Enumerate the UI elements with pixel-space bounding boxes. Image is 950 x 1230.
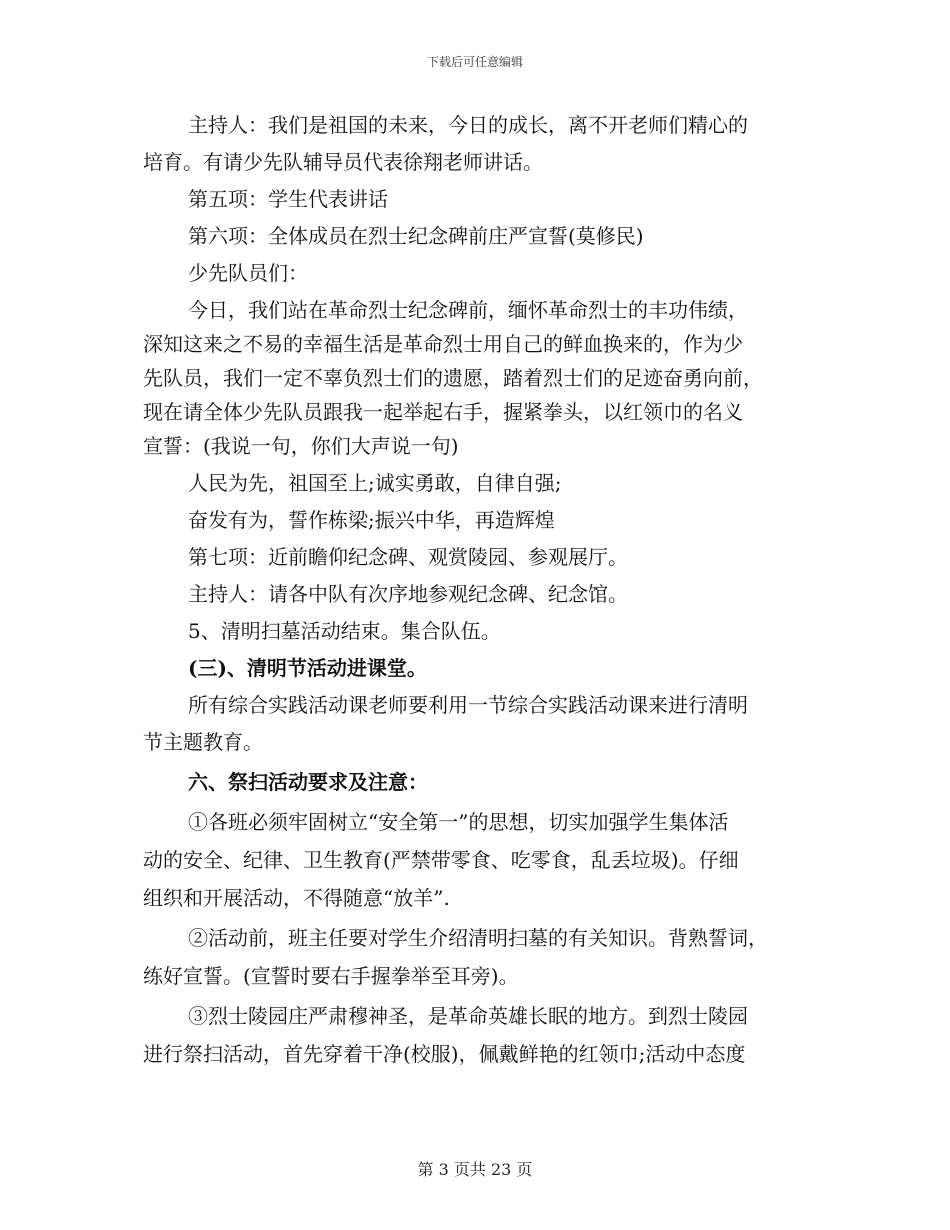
paragraph-line: 节主题教育。 [143,730,263,754]
paragraph-line: 进行祭扫活动，首先穿着干净(校服)，佩戴鲜艳的红领巾;活动中态度 [143,1042,746,1066]
paragraph-line: 第六项：全体成员在烈士纪念碑前庄严宣誓(莫修民) [188,224,644,248]
paragraph-line: 主持人：我们是祖国的未来，今日的成长，离不开老师们精心的 [188,113,748,137]
oath-line: 人民为先，祖国至上;诚实勇敢，自律自强; [188,471,562,495]
paragraph-line: 练好宣誓。(宣誓时要右手握拳举至耳旁)。 [143,964,519,988]
paragraph-line: 先队员，我们一定不辜负烈士们的遗愿，踏着烈士们的足迹奋勇向前， [143,366,763,390]
paragraph-line: 主持人：请各中队有次序地参观纪念碑、纪念馆。 [188,582,628,606]
document-body [143,108,807,1071]
paragraph-line: ③烈士陵园庄严肃穆神圣，是革命英雄长眠的地方。到烈士陵园 [188,1004,748,1028]
paragraph-line: ②活动前，班主任要对学生介绍清明扫墓的有关知识。背熟誓词， [188,926,768,950]
paragraph-line: 深知这来之不易的幸福生活是革命烈士用自己的鲜血换来的，作为少 [143,332,743,356]
paragraph-line: 少先队员们： [188,261,308,285]
paragraph-line: 宣誓：(我说一句，你们大声说一句) [143,434,459,458]
paragraph-line: 第七项：近前瞻仰纪念碑、观赏陵园、参观展厅。 [188,545,628,569]
paragraph-line: 动的安全、纪律、卫生教育(严禁带零食、吃零食，乱丢垃圾)。仔细 [143,848,739,872]
paragraph-line: 现在请全体少先队员跟我一起举起右手，握紧拳头，以红领巾的名义 [143,400,743,424]
paragraph-line: 第五项：学生代表讲话 [188,187,388,211]
page-footer: 第 3 页共 23 页 [417,1160,533,1179]
section-heading: (三)、清明节活动进课堂。 [188,656,427,680]
paragraph-line: 5、清明扫墓活动结束。集合队伍。 [188,619,501,643]
paragraph-line: 所有综合实践活动课老师要利用一节综合实践活动课来进行清明 [188,693,748,717]
paragraph-line: 培育。有请少先队辅导员代表徐翔老师讲话。 [143,150,543,174]
page-header: 下载后可任意编辑 [426,55,523,69]
section-heading: 六、祭扫活动要求及注意： [188,770,428,794]
oath-line: 奋发有为，誓作栋梁;振兴中华，再造辉煌 [188,508,555,532]
paragraph-line: 组织和开展活动，不得随意“放羊”. [143,886,450,910]
paragraph-line: ①各班必须牢固树立“安全第一”的思想，切实加强学生集体活 [188,810,729,834]
paragraph-line: 今日，我们站在革命烈士纪念碑前，缅怀革命烈士的丰功伟绩， [188,298,748,322]
